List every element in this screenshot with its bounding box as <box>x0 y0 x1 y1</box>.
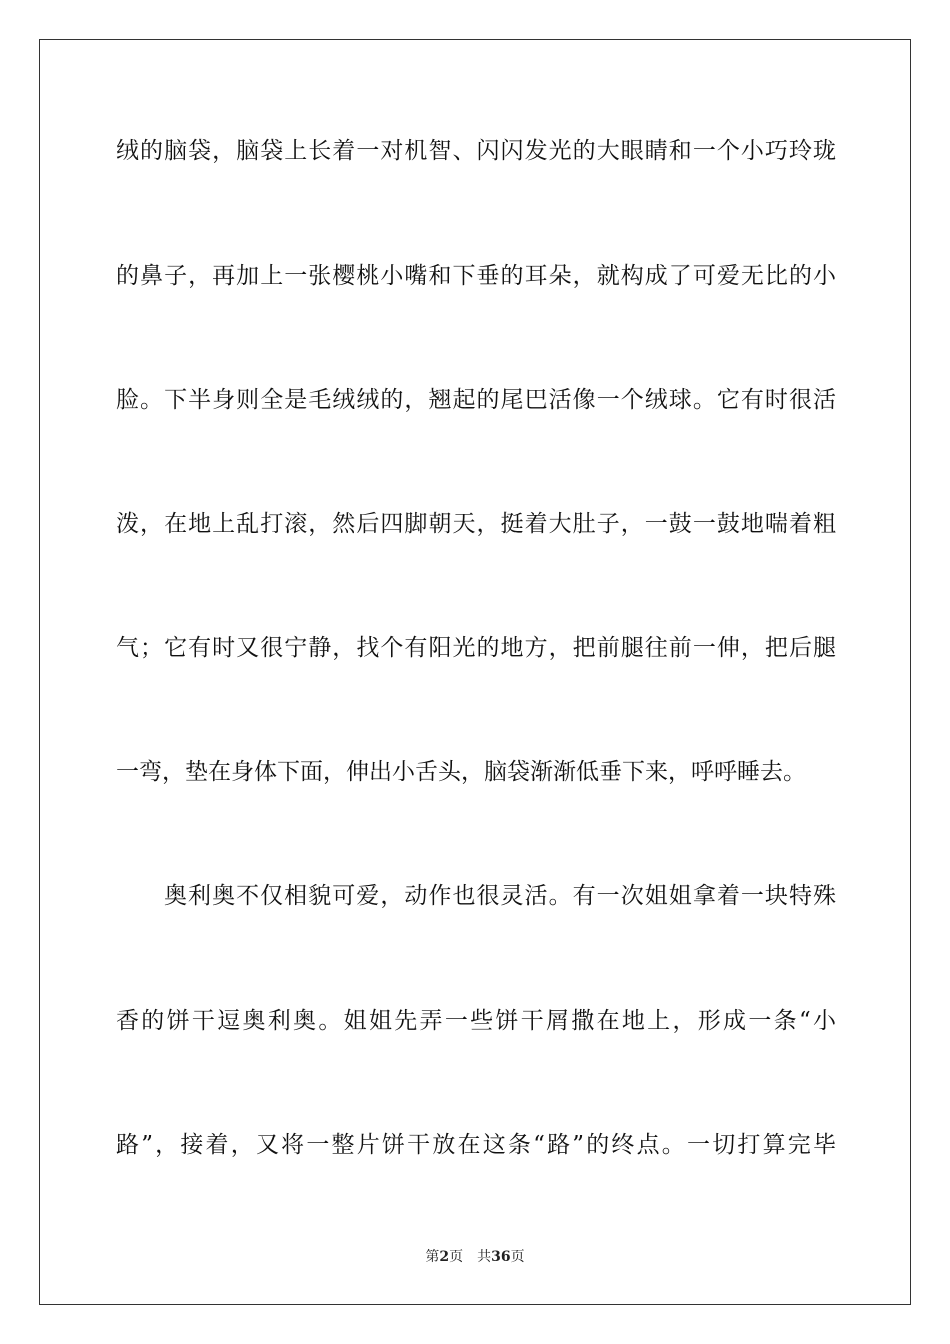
body-text-line: 香的饼干逗奥利奥。姐姐先弄一些饼干屑撒在地上，形成一条“小 <box>116 1008 836 1034</box>
total-unit: 页 <box>510 1249 525 1265</box>
current-page-number: 2 <box>439 1249 450 1265</box>
total-prefix: 共 <box>477 1249 492 1265</box>
body-text-line: 路”，接着，又将一整片饼干放在这条“路”的终点。一切打算完毕 <box>116 1132 836 1158</box>
body-text-line: 气；它有时又很宁静，找个有阳光的地方，把前腿往前一伸，把后腿 <box>116 635 836 661</box>
body-text-line: 绒的脑袋，脑袋上长着一对机智、闪闪发光的大眼睛和一个小巧玲珑 <box>116 138 836 164</box>
paragraph-first-line: 奥利奥不仅相貌可爱，动作也很灵活。有一次姐姐拿着一块特殊 <box>164 883 836 909</box>
page-unit: 页 <box>449 1249 464 1265</box>
body-text-line: 泼，在地上乱打滚，然后四脚朝天，挺着大肚子，一鼓一鼓地喘着粗 <box>116 511 836 537</box>
page-border <box>39 39 911 1305</box>
body-text-line: 一弯，垫在身体下面，伸出小舌头，脑袋渐渐低垂下来，呼呼睡去。 <box>116 759 806 785</box>
body-text-line: 的鼻子，再加上一张樱桃小嘴和下垂的耳朵，就构成了可爱无比的小 <box>116 263 836 289</box>
page-footer <box>0 1247 950 1267</box>
body-text-line: 脸。下半身则全是毛绒绒的，翘起的尾巴活像一个绒球。它有时很活 <box>116 387 836 413</box>
page-prefix: 第 <box>425 1249 440 1265</box>
total-page-count: 36 <box>491 1249 511 1265</box>
